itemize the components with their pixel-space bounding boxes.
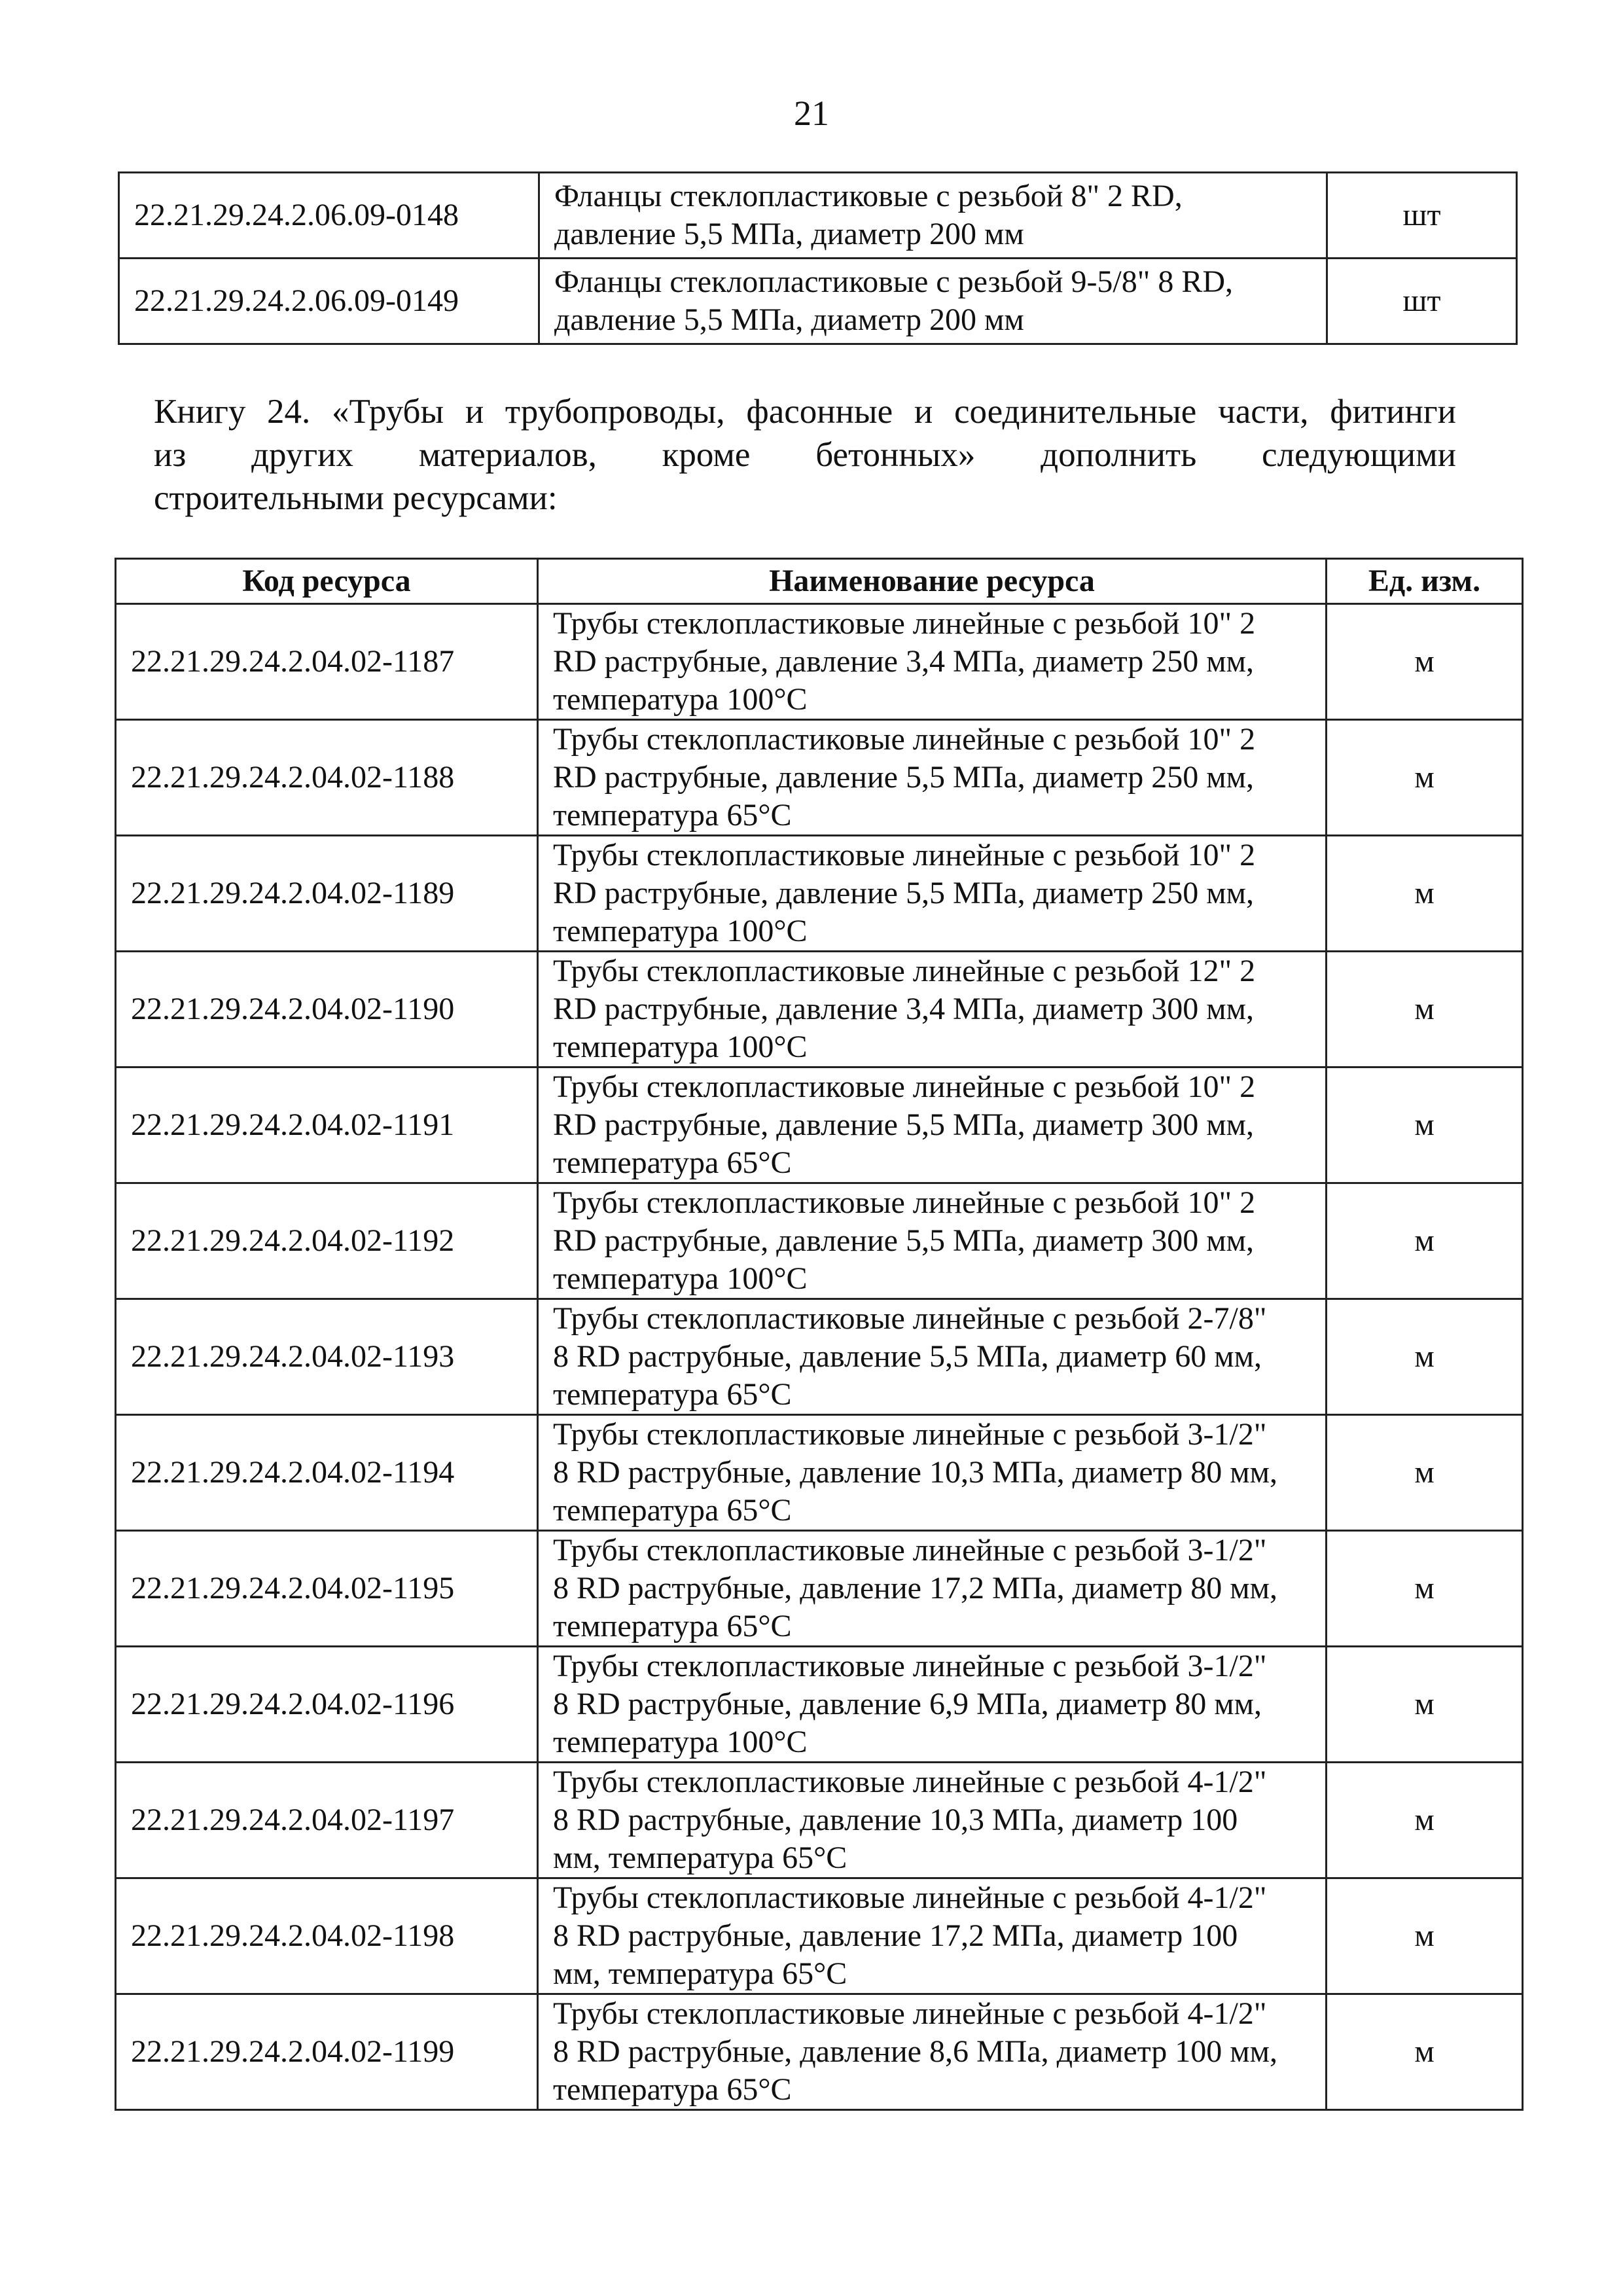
paragraph-line: строительными ресурсами: bbox=[154, 479, 558, 517]
table-row bbox=[116, 720, 1523, 836]
resource-code: 22.21.29.24.2.04.02-1190 bbox=[116, 952, 538, 1067]
table-row bbox=[116, 1994, 1523, 2110]
resource-name: Трубы стеклопластиковые линейные с резьбой 2-7/8" 8 RD раструбные, давление 5,5 МПа, диаметр 60 мм, температура 65°C bbox=[538, 1299, 1327, 1415]
resource-unit: шт bbox=[1327, 259, 1517, 344]
resource-unit: м bbox=[1327, 1415, 1523, 1531]
table-header-row bbox=[116, 559, 1523, 604]
resource-code: 22.21.29.24.2.04.02-1194 bbox=[116, 1415, 538, 1531]
resource-unit: м bbox=[1327, 1067, 1523, 1183]
resource-code: 22.21.29.24.2.04.02-1198 bbox=[116, 1878, 538, 1994]
resource-unit: м bbox=[1327, 1183, 1523, 1299]
resource-unit: м bbox=[1327, 1763, 1523, 1878]
resource-name: Фланцы стеклопластиковые с резьбой 9-5/8" 8 RD, давление 5,5 МПа, диаметр 200 мм bbox=[539, 259, 1327, 344]
header-name: Наименование ресурса bbox=[538, 559, 1327, 604]
resource-name: Трубы стеклопластиковые линейные с резьбой 4-1/2" 8 RD раструбные, давление 17,2 МПа, диаметр 100 мм, температура 65°C bbox=[538, 1878, 1327, 1994]
resource-unit: м bbox=[1327, 1299, 1523, 1415]
resource-code: 22.21.29.24.2.04.02-1188 bbox=[116, 720, 538, 836]
table-row bbox=[116, 836, 1523, 952]
resource-name: Трубы стеклопластиковые линейные с резьбой 4-1/2" 8 RD раструбные, давление 10,3 МПа, диаметр 100 мм, температура 65°C bbox=[538, 1763, 1327, 1878]
table-row bbox=[116, 1763, 1523, 1878]
table-row bbox=[116, 1299, 1523, 1415]
resource-code: 22.21.29.24.2.04.02-1192 bbox=[116, 1183, 538, 1299]
page-number: 21 bbox=[794, 94, 829, 133]
table-row bbox=[116, 1415, 1523, 1531]
resource-code: 22.21.29.24.2.04.02-1193 bbox=[116, 1299, 538, 1415]
resource-name: Трубы стеклопластиковые линейные с резьбой 3-1/2" 8 RD раструбные, давление 10,3 МПа, диаметр 80 мм, температура 65°C bbox=[538, 1415, 1327, 1531]
header-code: Код ресурса bbox=[116, 559, 538, 604]
resource-table bbox=[115, 558, 1524, 2111]
resource-unit: м bbox=[1327, 1878, 1523, 1994]
resource-unit: м bbox=[1327, 1531, 1523, 1647]
resource-code: 22.21.29.24.2.04.02-1189 bbox=[116, 836, 538, 952]
resource-unit: м bbox=[1327, 836, 1523, 952]
resource-name: Фланцы стеклопластиковые с резьбой 8" 2 RD, давление 5,5 МПа, диаметр 200 мм bbox=[539, 173, 1327, 259]
resource-name: Трубы стеклопластиковые линейные с резьбой 3-1/2" 8 RD раструбные, давление 17,2 МПа, диаметр 80 мм, температура 65°C bbox=[538, 1531, 1327, 1647]
resource-name: Трубы стеклопластиковые линейные с резьбой 12" 2 RD раструбные, давление 3,4 МПа, диаметр 300 мм, температура 100°C bbox=[538, 952, 1327, 1067]
table-row bbox=[116, 604, 1523, 720]
table-row bbox=[116, 952, 1523, 1067]
resource-code: 22.21.29.24.2.06.09-0148 bbox=[119, 173, 539, 259]
header-unit: Ед. изм. bbox=[1327, 559, 1523, 604]
resource-code: 22.21.29.24.2.04.02-1196 bbox=[116, 1647, 538, 1763]
resource-unit: шт bbox=[1327, 173, 1517, 259]
resource-unit: м bbox=[1327, 1994, 1523, 2110]
instruction-paragraph bbox=[154, 390, 1456, 520]
table-row bbox=[116, 1531, 1523, 1647]
table-row bbox=[119, 259, 1517, 344]
resource-unit: м bbox=[1327, 952, 1523, 1067]
resource-code: 22.21.29.24.2.04.02-1191 bbox=[116, 1067, 538, 1183]
resource-name: Трубы стеклопластиковые линейные с резьбой 10" 2 RD раструбные, давление 5,5 МПа, диаметр 250 мм, температура 65°C bbox=[538, 720, 1327, 836]
resource-code: 22.21.29.24.2.04.02-1187 bbox=[116, 604, 538, 720]
resource-code: 22.21.29.24.2.04.02-1197 bbox=[116, 1763, 538, 1878]
resource-name: Трубы стеклопластиковые линейные с резьбой 10" 2 RD раструбные, давление 3,4 МПа, диаметр 250 мм, температура 100°C bbox=[538, 604, 1327, 720]
resource-name: Трубы стеклопластиковые линейные с резьбой 10" 2 RD раструбные, давление 5,5 МПа, диаметр 300 мм, температура 100°C bbox=[538, 1183, 1327, 1299]
paragraph-line: из других материалов, кроме бетонных» дополнить следующими bbox=[154, 436, 1456, 474]
resource-code: 22.21.29.24.2.06.09-0149 bbox=[119, 259, 539, 344]
resource-unit: м bbox=[1327, 1647, 1523, 1763]
resource-code: 22.21.29.24.2.04.02-1195 bbox=[116, 1531, 538, 1647]
table-row bbox=[116, 1183, 1523, 1299]
resource-code: 22.21.29.24.2.04.02-1199 bbox=[116, 1994, 538, 2110]
resource-name: Трубы стеклопластиковые линейные с резьбой 10" 2 RD раструбные, давление 5,5 МПа, диаметр 250 мм, температура 100°C bbox=[538, 836, 1327, 952]
table-row bbox=[116, 1647, 1523, 1763]
resource-unit: м bbox=[1327, 604, 1523, 720]
resource-name: Трубы стеклопластиковые линейные с резьбой 3-1/2" 8 RD раструбные, давление 6,9 МПа, диаметр 80 мм, температура 100°C bbox=[538, 1647, 1327, 1763]
resource-name: Трубы стеклопластиковые линейные с резьбой 4-1/2" 8 RD раструбные, давление 8,6 МПа, диаметр 100 мм, температура 65°C bbox=[538, 1994, 1327, 2110]
table-row bbox=[119, 173, 1517, 259]
paragraph-line: Книгу 24. «Трубы и трубопроводы, фасонные и соединительные части, фитинги bbox=[154, 393, 1456, 431]
continued-resource-table bbox=[118, 171, 1518, 345]
resource-unit: м bbox=[1327, 720, 1523, 836]
table-row bbox=[116, 1067, 1523, 1183]
table-row bbox=[116, 1878, 1523, 1994]
resource-name: Трубы стеклопластиковые линейные с резьбой 10" 2 RD раструбные, давление 5,5 МПа, диаметр 300 мм, температура 65°C bbox=[538, 1067, 1327, 1183]
